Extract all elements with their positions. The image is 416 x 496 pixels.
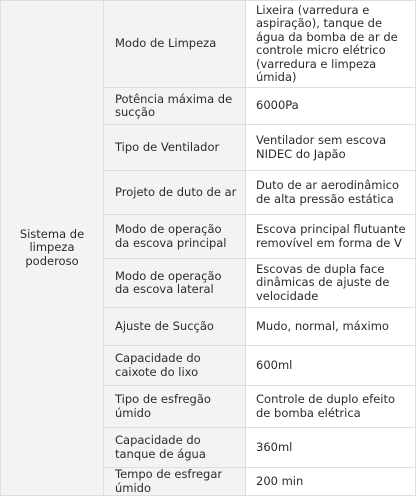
feature-cell: Projeto de duto de ar xyxy=(104,171,246,215)
value-cell: 600ml xyxy=(246,346,416,386)
value-cell: Duto de ar aerodinâmico de alta pressão estática xyxy=(246,171,416,215)
value-cell: 200 min xyxy=(246,468,416,496)
feature-cell: Tipo de esfregão úmido xyxy=(104,386,246,428)
feature-cell: Modo de operação da escova lateral xyxy=(104,259,246,308)
category-cell: Sistema de limpeza poderoso xyxy=(1,1,104,496)
value-cell: Escovas de dupla face dinâmicas de ajuste de velocidade xyxy=(246,259,416,308)
feature-cell: Capacidade do caixote do lixo xyxy=(104,346,246,386)
value-cell: Controle de duplo efeito de bomba elétrica xyxy=(246,386,416,428)
value-cell: Lixeira (varredura e aspiração), tanque de água da bomba de ar de controle micro elétrico (varredura e limpeza úmida) xyxy=(246,1,416,88)
feature-cell: Modo de Limpeza xyxy=(104,1,246,88)
value-cell: Escova principal flutuante removível em forma de V xyxy=(246,215,416,259)
feature-cell: Ajuste de Sucção xyxy=(104,308,246,346)
feature-cell: Tipo de Ventilador xyxy=(104,125,246,171)
feature-cell: Tempo de esfregar úmido xyxy=(104,468,246,496)
value-cell: 360ml xyxy=(246,428,416,468)
value-cell: Ventilador sem escova NIDEC do Japão xyxy=(246,125,416,171)
value-cell: 6000Pa xyxy=(246,88,416,125)
feature-cell: Potência máxima de sucção xyxy=(104,88,246,125)
feature-cell: Modo de operação da escova principal xyxy=(104,215,246,259)
table-row xyxy=(1,1,416,88)
feature-cell: Capacidade do tanque de água xyxy=(104,428,246,468)
value-cell: Mudo, normal, máximo xyxy=(246,308,416,346)
